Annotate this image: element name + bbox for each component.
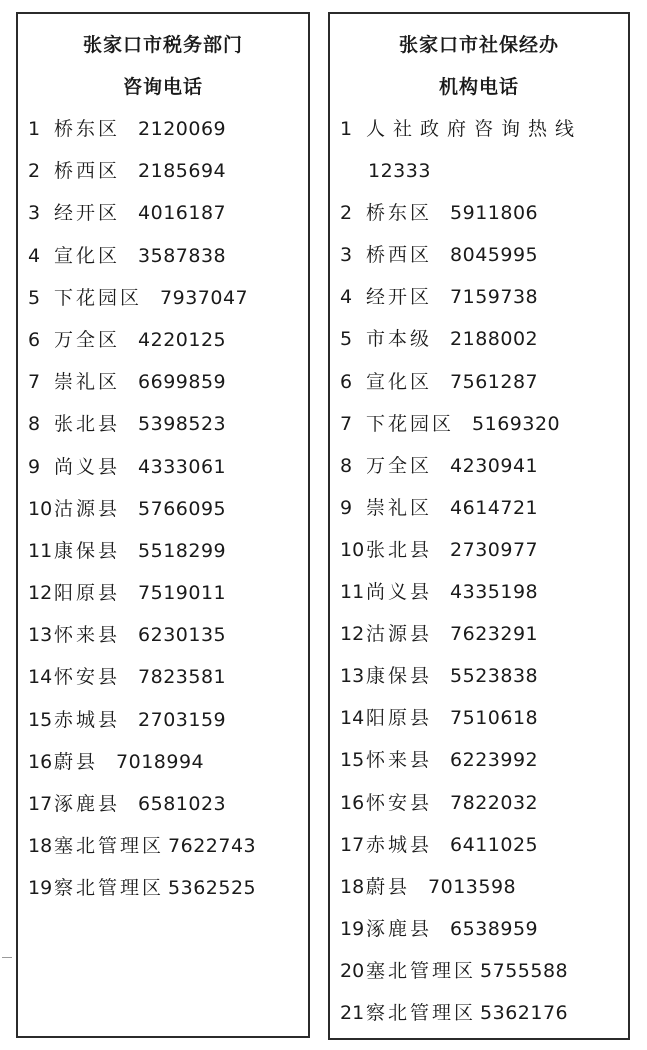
row-office-name: 塞北管理区: [366, 959, 477, 982]
tax-panel-title: [18, 14, 308, 108]
stray-margin-mark: [2, 957, 12, 958]
row-number: 14: [28, 666, 53, 689]
row-phone-number: 8045995: [450, 244, 539, 267]
list-item: [330, 866, 628, 908]
list-item: [18, 361, 308, 403]
row-phone-number: 5755588: [480, 959, 569, 982]
row-office-name: 涿鹿县: [366, 917, 433, 940]
row-number: 8: [340, 454, 353, 477]
row-office-name: 怀来县: [54, 624, 121, 647]
row-phone-number: 7561287: [450, 370, 539, 393]
list-item: [330, 571, 628, 613]
row-number: 7: [340, 412, 353, 435]
row-number: 7: [28, 371, 41, 394]
tax-title-line1: 张家口市税务部门: [82, 34, 243, 56]
row-number: 21: [340, 1001, 365, 1024]
row-number: 6: [28, 328, 41, 351]
row-number: 3: [28, 202, 41, 225]
row-number: 11: [340, 581, 365, 604]
list-item: [330, 655, 628, 697]
list-item: [18, 783, 308, 825]
list-item: [330, 361, 628, 403]
social-panel-title: [330, 14, 628, 108]
row-office-name: 万全区: [366, 454, 433, 477]
list-item: [18, 614, 308, 656]
row-phone-number: 4016187: [138, 202, 227, 225]
row-number: 18: [340, 875, 365, 898]
row-phone-number: 2185694: [138, 160, 227, 183]
row-number: 19: [340, 917, 365, 940]
row-number: 11: [28, 539, 53, 562]
row-phone-number: 4230941: [450, 454, 539, 477]
row-office-name: 崇礼区: [54, 371, 121, 394]
row-office-name: 怀安县: [366, 791, 433, 814]
row-phone-number: 6223992: [450, 749, 539, 772]
row-phone-number: 2703159: [138, 708, 227, 731]
list-item: [18, 572, 308, 614]
row-office-name: 涿鹿县: [54, 793, 121, 815]
row-office-name: 市本级: [366, 328, 433, 351]
row-phone-number: 7018994: [116, 750, 205, 773]
social-security-panel: [328, 12, 630, 1040]
row-phone-number: 5169320: [472, 412, 561, 435]
row-office-name: 张北县: [366, 538, 433, 561]
row-office-name: 赤城县: [366, 833, 433, 856]
list-item: [18, 656, 308, 698]
row-office-name: 宣化区: [54, 244, 121, 267]
row-phone-number: 7822032: [450, 791, 539, 814]
list-item: [330, 318, 628, 360]
row-office-name: 沽源县: [366, 623, 433, 646]
row-office-name: 尚义县: [366, 581, 433, 604]
row-number: 12: [340, 623, 365, 646]
list-item: [18, 867, 308, 909]
row-office-name: 察北管理区: [54, 877, 165, 900]
list-item: [18, 741, 308, 783]
row-phone-number: 2188002: [450, 328, 539, 351]
list-item: [330, 234, 628, 276]
hotline-phone-row: [330, 150, 628, 192]
list-item: [330, 445, 628, 487]
row-phone-number: 7937047: [160, 286, 249, 309]
row-office-name: 尚义县: [54, 455, 121, 478]
row-number: 12: [28, 582, 53, 605]
row-phone-number: 5398523: [138, 413, 227, 436]
row-phone-number: 6411025: [450, 833, 539, 856]
row-number: 16: [340, 791, 365, 814]
row-office-name: 蔚县: [366, 875, 411, 898]
list-item: [330, 192, 628, 234]
row-phone-number: 7510618: [450, 707, 539, 730]
row-office-name: 康保县: [54, 539, 121, 562]
social-phone-list: [330, 108, 628, 1034]
row-office-name: 下花园区: [54, 286, 143, 309]
row-number: 1: [340, 118, 353, 140]
row-phone-number: 7823581: [138, 666, 227, 689]
row-phone-number: 7623291: [450, 623, 539, 646]
row-phone-number: 4220125: [138, 328, 227, 351]
row-number: 1: [28, 118, 41, 140]
row-number: 15: [28, 708, 53, 731]
list-item: [18, 319, 308, 361]
list-item: [330, 529, 628, 571]
row-office-name: 经开区: [366, 286, 433, 309]
row-number: 9: [340, 496, 353, 519]
list-item: [330, 697, 628, 739]
row-number: 2: [28, 160, 41, 183]
row-phone-number: 5362525: [168, 877, 257, 900]
row-office-name: 怀来县: [366, 749, 433, 772]
row-number: 10: [28, 497, 53, 520]
row-phone-number: 2730977: [450, 538, 539, 561]
list-item: [330, 276, 628, 318]
list-item: [330, 908, 628, 950]
row-number: 3: [340, 244, 353, 267]
row-office-name: 阳原县: [366, 707, 433, 730]
hotline-row: [330, 108, 628, 150]
row-number: 13: [28, 624, 53, 647]
social-title-line2: 机构电话: [438, 76, 519, 98]
row-phone-number: 3587838: [138, 244, 227, 267]
row-number: 18: [28, 835, 53, 858]
row-office-name: 万全区: [54, 328, 121, 351]
row-office-name: 宣化区: [366, 370, 433, 393]
row-number: 16: [28, 750, 53, 773]
row-office-name: 桥东区: [54, 118, 121, 140]
row-phone-number: 4335198: [450, 581, 539, 604]
list-item: [330, 992, 628, 1034]
row-number: 4: [28, 244, 41, 267]
row-phone-number: 2120069: [138, 118, 227, 140]
row-number: 4: [340, 286, 353, 309]
row-number: 10: [340, 538, 365, 561]
list-item: [18, 277, 308, 319]
row-phone-number: 7622743: [168, 835, 257, 858]
row-number: 17: [340, 833, 365, 856]
row-office-name: 经开区: [54, 202, 121, 225]
row-phone-number: 4333061: [138, 455, 227, 478]
list-item: [18, 825, 308, 867]
list-item: [330, 782, 628, 824]
row-phone-number: 6699859: [138, 371, 227, 394]
row-phone-number: 7519011: [138, 582, 227, 605]
row-number: 8: [28, 413, 41, 436]
row-number: 20: [340, 959, 365, 982]
row-number: 19: [28, 877, 53, 900]
row-phone-number: 5523838: [450, 665, 539, 688]
list-item: [18, 488, 308, 530]
tax-phone-list: [18, 108, 308, 910]
row-phone-number: 5766095: [138, 497, 227, 520]
row-office-name: 桥东区: [366, 202, 433, 225]
row-office-name: 张北县: [54, 413, 121, 436]
row-number: 14: [340, 707, 365, 730]
list-item: [18, 235, 308, 277]
row-phone-number: 7159738: [450, 286, 539, 309]
row-office-name: 下花园区: [366, 412, 455, 435]
list-item: [330, 613, 628, 655]
row-number: 2: [340, 202, 353, 225]
row-number: 15: [340, 749, 365, 772]
row-phone-number: 6538959: [450, 917, 539, 940]
row-number: 13: [340, 665, 365, 688]
row-office-name: 怀安县: [54, 666, 121, 689]
row-office-name: 沽源县: [54, 497, 121, 520]
list-item: [18, 192, 308, 234]
row-phone-number: 12333: [368, 160, 431, 183]
row-office-name: 人社政府咨询热线: [366, 118, 583, 140]
list-item: [18, 699, 308, 741]
row-office-name: 蔚县: [54, 750, 99, 773]
list-item: [18, 446, 308, 488]
row-phone-number: 7013598: [428, 875, 517, 898]
row-phone-number: 5362176: [480, 1001, 569, 1024]
list-item: [330, 950, 628, 992]
list-item: [330, 403, 628, 445]
row-number: 17: [28, 793, 53, 815]
row-number: 5: [28, 286, 41, 309]
row-office-name: 桥西区: [366, 244, 433, 267]
row-office-name: 阳原县: [54, 582, 121, 605]
list-item: [330, 487, 628, 529]
row-office-name: 塞北管理区: [54, 835, 165, 858]
list-item: [18, 108, 308, 150]
tax-title-line2: 咨询电话: [122, 76, 203, 98]
tax-department-panel: [16, 12, 310, 1038]
list-item: [330, 824, 628, 866]
row-office-name: 赤城县: [54, 708, 121, 731]
row-phone-number: 4614721: [450, 496, 539, 519]
row-office-name: 桥西区: [54, 160, 121, 183]
row-office-name: 察北管理区: [366, 1001, 477, 1024]
list-item: [18, 530, 308, 572]
list-item: [18, 403, 308, 445]
row-number: 6: [340, 370, 353, 393]
social-title-line1: 张家口市社保经办: [398, 34, 559, 56]
row-number: 9: [28, 455, 41, 478]
row-phone-number: 5911806: [450, 202, 539, 225]
row-office-name: 崇礼区: [366, 496, 433, 519]
row-number: 5: [340, 328, 353, 351]
list-item: [330, 739, 628, 781]
row-office-name: 康保县: [366, 665, 433, 688]
list-item: [18, 150, 308, 192]
row-phone-number: 5518299: [138, 539, 227, 562]
row-phone-number: 6581023: [138, 793, 227, 815]
row-phone-number: 6230135: [138, 624, 227, 647]
